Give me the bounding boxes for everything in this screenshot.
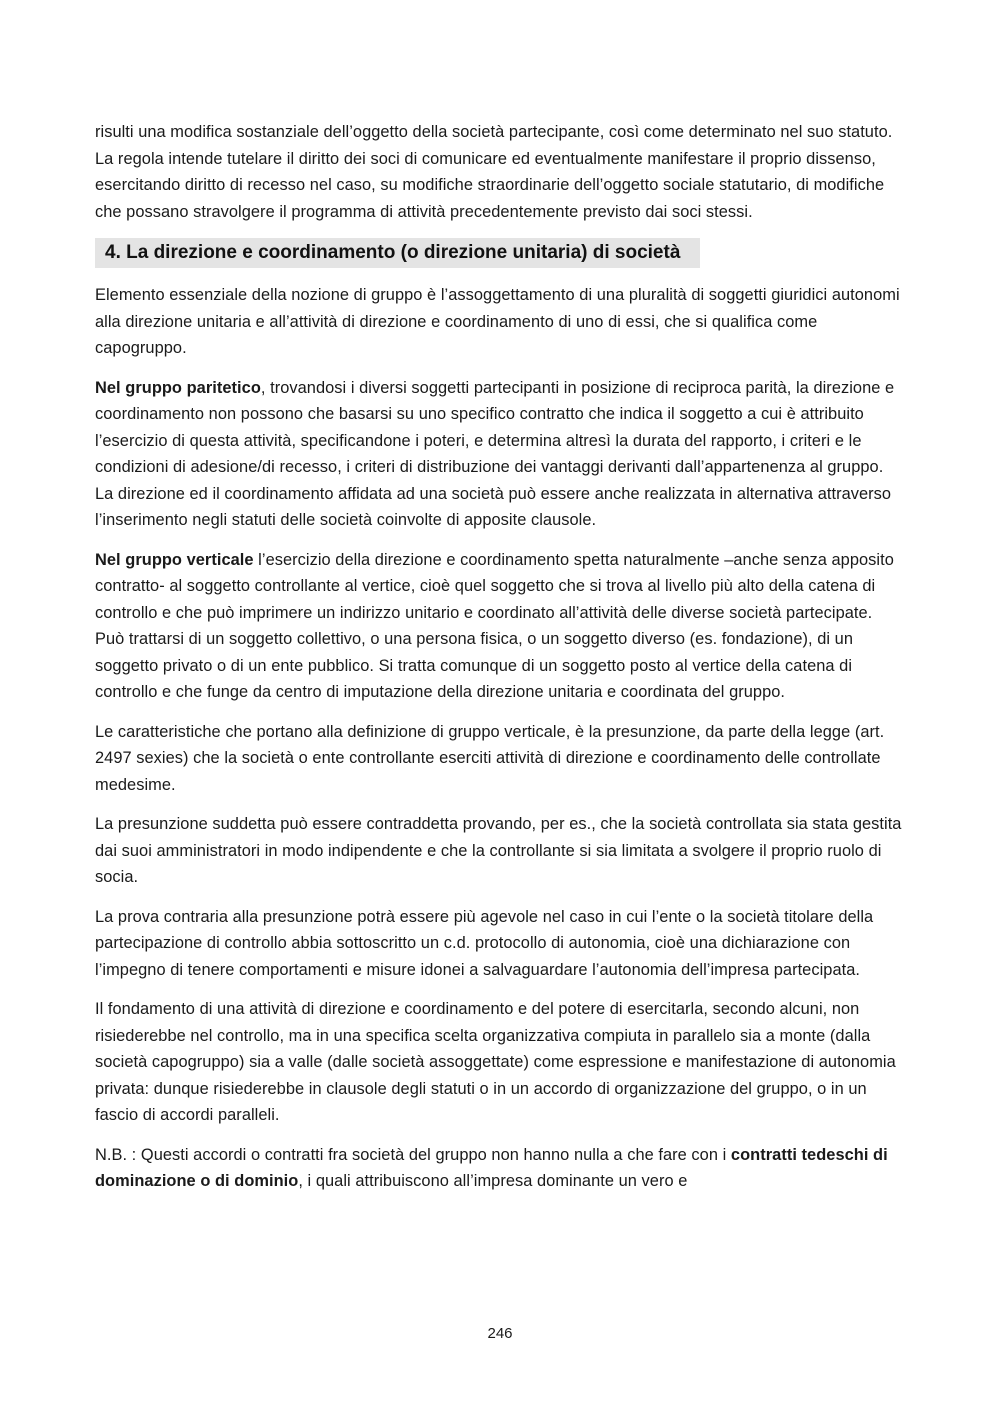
- paragraph-text: , i quali attribuiscono all’impresa dominante un vero e: [298, 1172, 688, 1190]
- paragraph-text: N.B. : Questi accordi o contratti fra società del gruppo non hanno nulla a che fare con i: [95, 1145, 731, 1164]
- page-body: [95, 119, 905, 1208]
- paragraph-gruppo-paritetico: [95, 375, 905, 534]
- intro-paragraph: risulti una modifica sostanziale dell’oggetto della società partecipante, così come determinato nel suo statuto. La regola intende tutelare il diritto dei soci di comunicare ed eventualmente manifestare il proprio dissenso, esercitando diritto di recesso nel caso, su modifiche straordinarie dell’oggetto sociale statutario, di modifiche che possano stravolgere il programma di attività precedentemente previsto dai soci stessi.: [95, 123, 893, 221]
- paragraph-nota-bene: [95, 1142, 905, 1195]
- bold-term-gruppo-verticale: Nel gruppo verticale: [95, 550, 254, 569]
- bold-term-contratti-tedeschi: contratti tedeschi di dominazione o di dominio: [95, 1145, 888, 1190]
- paragraph-text: , trovandosi i diversi soggetti partecipanti in posizione di reciproca parità, la direzione e coordinamento non possono che basarsi su uno specifico contratto che indica il soggetto a cui è attribuito l’esercizio di questa attività, specificandone i poteri, e determina altresì la durata del rapporto, i criteri e le condizioni di adesione/di recesso, i criteri di distribuzione dei vantaggi derivanti dall’appartenenza al gruppo. La direzione ed il coordinamento affidata ad una società può essere anche realizzata in alternativa attraverso l’inserimento negli statuti delle società coinvolte di apposite clausole.: [95, 378, 895, 529]
- paragraph-gruppo-verticale: [95, 547, 905, 706]
- paragraph-prova-contraria: La prova contraria alla presunzione potrà essere più agevole nel caso in cui l’ente o la società titolare della partecipazione di controllo abbia sottoscritto un c.d. protocollo di autonomia, cioè una dichiarazione con l’impegno di tenere comportamenti e misure idonei a salvaguardare l’autonomia dell’impresa partecipata.: [95, 907, 874, 979]
- bold-term-gruppo-paritetico: Nel gruppo paritetico: [95, 378, 261, 397]
- paragraph-group-definition: Elemento essenziale della nozione di gruppo è l’assoggettamento di una pluralità di soggetti giuridici autonomi alla direzione unitaria e all’attività di direzione e coordinamento di uno di essi, che si qualifica come capogruppo.: [95, 286, 900, 357]
- page-number: 246: [487, 1325, 513, 1342]
- paragraph-presunzione: Le caratteristiche che portano alla definizione di gruppo verticale, è la presunzione, da parte della legge (art. 2497 sexies) che la società o ente controllante eserciti attività di direzione e coordinamento delle controllate medesime.: [95, 722, 885, 794]
- paragraph-fondamento: Il fondamento di una attività di direzione e coordinamento e del potere di esercitarla, secondo alcuni, non risiederebbe nel controllo, ma in una specifica scelta organizzativa compiuta in parallelo sia a monte (dalla società capogruppo) sia a valle (dalle società assoggettate) come espressione e manifestazione di autonomia privata: dunque risiederebbe in clausole degli statuti o in un accordo di organizzazione del gruppo, o in un fascio di accordi paralleli.: [95, 1000, 896, 1124]
- section-heading-container: [95, 238, 905, 268]
- paragraph-presunzione-contraddetta: La presunzione suddetta può essere contraddetta provando, per es., che la società controllata sia stata gestita dai suoi amministratori in modo indipendente e che la controllante si sia limitata a svolgere il proprio ruolo di socia.: [95, 815, 902, 886]
- paragraph-text: l’esercizio della direzione e coordinamento spetta naturalmente –anche senza apposito contratto- al soggetto controllante al vertice, cioè quel soggetto che si trova al livello più alto della catena di controllo e che può imprimere un indirizzo unitario e coordinato all’attività delle diverse società partecipate. Può trattarsi di un soggetto collettivo, o una persona fisica, o un soggetto diverso (es. fondazione), di un soggetto privato o di un ente pubblico. Si tratta comunque di un soggetto posto al vertice della catena di controllo e che funge da centro di imputazione della direzione unitaria e coordinata del gruppo.: [95, 550, 894, 701]
- section-heading: 4. La direzione e coordinamento (o direzione unitaria) di società: [95, 238, 700, 268]
